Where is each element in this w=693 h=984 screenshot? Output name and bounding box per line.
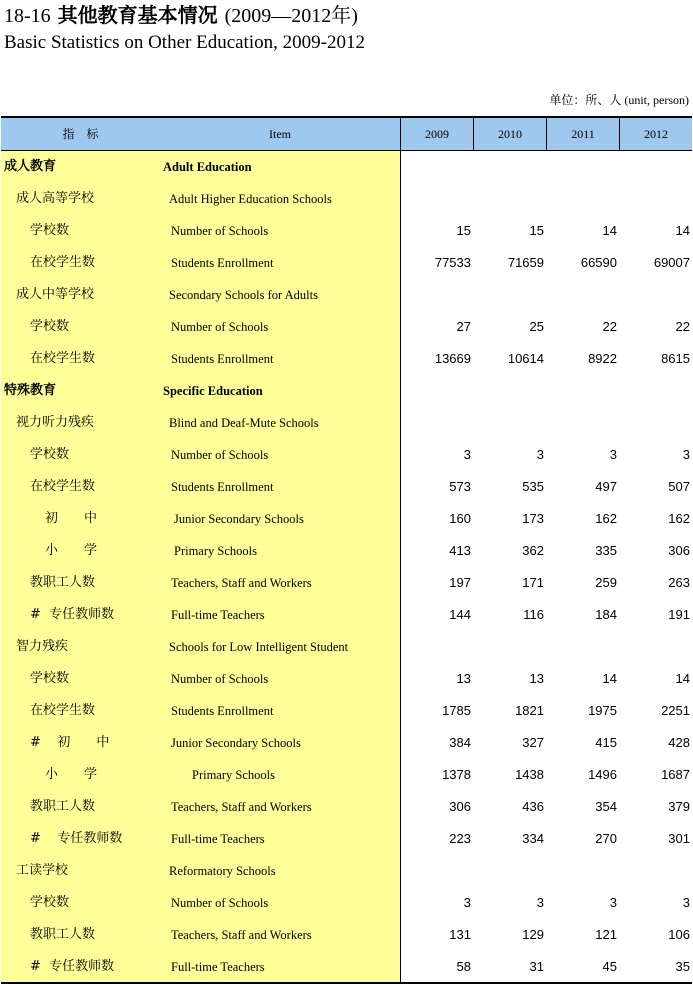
value-cell-2011: 3	[609, 447, 617, 462]
value-cell-2010: 535	[522, 479, 544, 494]
value-cell-2009: 197	[449, 575, 471, 590]
value-cell-2009: 13	[456, 671, 471, 686]
table-row	[1, 695, 692, 727]
row-label-en: Number of Schools	[171, 448, 269, 462]
value-cell-2012: 3	[682, 447, 690, 462]
row-label-cn: 在校学生数	[30, 255, 96, 270]
value-cell-2009: 1785	[442, 703, 471, 718]
row-label-en: Full-time Teachers	[171, 608, 265, 622]
value-cell-2011: 1496	[588, 767, 617, 782]
table-row	[1, 375, 692, 407]
value-cell-2009: 160	[449, 511, 471, 526]
value-cell-2011: 354	[595, 799, 617, 814]
value-cell-2010: 3	[536, 447, 544, 462]
header-indicator: 指 标	[62, 127, 99, 141]
table-row	[1, 855, 692, 887]
row-label-en: Number of Schools	[171, 896, 269, 910]
row-label-cn: 成人高等学校	[16, 191, 95, 206]
value-cell-2009: 306	[449, 799, 471, 814]
row-label-cn: 教职工人数	[30, 927, 96, 942]
value-cell-2012: 162	[668, 511, 690, 526]
value-cell-2011: 415	[595, 735, 617, 750]
row-label-cn: 在校学生数	[30, 703, 96, 718]
value-cell-2010: 15	[529, 223, 544, 238]
row-label-en: Students Enrollment	[171, 256, 274, 270]
statistics-table	[1, 116, 692, 983]
value-cell-2010: 25	[529, 319, 544, 334]
table-row	[1, 343, 692, 375]
table-row	[1, 727, 692, 759]
value-cell-2011: 14	[602, 223, 617, 238]
table-row	[1, 599, 692, 631]
row-label-cn: 视力听力残疾	[16, 415, 95, 430]
table-row	[1, 823, 692, 855]
value-cell-2010: 13	[529, 671, 544, 686]
value-cell-2009: 27	[456, 319, 471, 334]
value-cell-2009: 144	[449, 607, 471, 622]
table-row	[1, 503, 692, 535]
table-title-years: (2009—2012年)	[224, 5, 358, 27]
row-label-en: Primary Schools	[174, 544, 257, 558]
value-cell-2009: 384	[449, 735, 471, 750]
value-cell-2009: 131	[449, 927, 471, 942]
row-label-en: Teachers, Staff and Workers	[171, 576, 312, 590]
table-row	[1, 887, 692, 919]
value-cell-2011: 8922	[588, 351, 617, 366]
row-label-en: Full-time Teachers	[171, 960, 265, 974]
table-row	[1, 567, 692, 599]
unit-note-cn: 单位：所、人	[549, 93, 622, 107]
value-cell-2010: 1438	[515, 767, 544, 782]
table-title-cn	[4, 3, 358, 28]
row-label-en: Junior Secondary Schools	[174, 512, 304, 526]
value-cell-2010: 71659	[507, 255, 544, 270]
row-label-cn: # 专任教师数	[30, 607, 115, 622]
value-cell-2012: 3	[682, 895, 690, 910]
row-label-en: Number of Schools	[171, 224, 269, 238]
row-label-cn: 特殊教育	[4, 383, 57, 398]
value-cell-2012: 301	[668, 831, 690, 846]
value-cell-2010: 173	[522, 511, 544, 526]
table-row	[1, 759, 692, 791]
row-label-en: Schools for Low Intelligent Student	[169, 640, 349, 654]
row-label-en: Primary Schools	[192, 768, 275, 782]
row-label-cn: # 专任教师数	[30, 831, 123, 846]
row-label-en: Adult Education	[163, 160, 252, 174]
value-cell-2010: 171	[522, 575, 544, 590]
table-title-en: Basic Statistics on Other Education, 2009-2012	[4, 32, 365, 53]
row-label-en: Secondary Schools for Adults	[169, 288, 318, 302]
row-label-cn: 教职工人数	[30, 575, 96, 590]
value-cell-2010: 116	[523, 607, 544, 622]
row-label-cn: # 初 中	[30, 735, 110, 750]
value-cell-2010: 362	[522, 543, 544, 558]
value-cell-2009: 223	[449, 831, 471, 846]
row-label-cn: 小 学	[45, 543, 98, 558]
value-cell-2012: 306	[668, 543, 690, 558]
value-cell-2010: 436	[522, 799, 544, 814]
value-cell-2009: 58	[456, 959, 471, 974]
value-cell-2011: 1975	[588, 703, 617, 718]
row-label-cn: 学校数	[30, 671, 70, 686]
row-label-en: Adult Higher Education Schools	[169, 192, 332, 206]
row-label-en: Students Enrollment	[171, 352, 274, 366]
table-row	[1, 471, 692, 503]
value-cell-2011: 3	[609, 895, 617, 910]
row-label-en: Teachers, Staff and Workers	[171, 928, 312, 942]
value-cell-2011: 66590	[580, 255, 617, 270]
value-cell-2012: 191	[668, 607, 690, 622]
row-label-cn: 工读学校	[16, 863, 69, 878]
value-cell-2009: 13669	[434, 351, 471, 366]
row-label-cn: 初 中	[45, 511, 98, 526]
value-cell-2009: 573	[449, 479, 471, 494]
table-row	[1, 791, 692, 823]
value-cell-2011: 14	[602, 671, 617, 686]
value-cell-2011: 45	[602, 959, 617, 974]
table-row	[1, 663, 692, 695]
value-cell-2012: 2251	[661, 703, 690, 718]
value-cell-2009: 413	[449, 543, 471, 558]
table-row	[1, 311, 692, 343]
value-cell-2012: 69007	[653, 255, 690, 270]
row-label-cn: 小 学	[45, 767, 98, 782]
value-cell-2009: 77533	[434, 255, 471, 270]
value-cell-2009: 3	[463, 895, 471, 910]
row-label-en: Teachers, Staff and Workers	[171, 800, 312, 814]
header-item: Item	[160, 118, 401, 151]
row-label-en: Number of Schools	[171, 672, 269, 686]
table-row	[1, 407, 692, 439]
value-cell-2010: 31	[529, 959, 544, 974]
unit-note	[549, 92, 689, 108]
row-label-en: Reformatory Schools	[169, 864, 276, 878]
table-title-cn-text: 其他教育基本情况	[57, 3, 218, 27]
table-row	[1, 279, 692, 311]
row-label-en: Blind and Deaf-Mute Schools	[169, 416, 319, 430]
table-row	[1, 631, 692, 663]
value-cell-2012: 379	[668, 799, 690, 814]
value-cell-2012: 263	[668, 575, 690, 590]
value-cell-2010: 327	[522, 735, 544, 750]
value-cell-2012: 428	[668, 735, 690, 750]
unit-note-en: (unit, person)	[624, 93, 689, 107]
table-header	[1, 116, 692, 151]
value-cell-2012: 8615	[661, 351, 690, 366]
table-row	[1, 183, 692, 215]
table-row	[1, 247, 692, 279]
value-cell-2011: 497	[595, 479, 617, 494]
value-cell-2012: 14	[675, 671, 690, 686]
value-cell-2011: 184	[595, 607, 617, 622]
header-year-2009: 2009	[401, 118, 474, 151]
table-row	[1, 535, 692, 567]
row-label-cn: 在校学生数	[30, 351, 96, 366]
table-row	[1, 151, 692, 183]
value-cell-2011: 335	[595, 543, 617, 558]
value-cell-2009: 3	[463, 447, 471, 462]
table-row	[1, 919, 692, 951]
row-label-en: Full-time Teachers	[171, 832, 265, 846]
value-cell-2011: 121	[595, 927, 617, 942]
row-label-cn: 学校数	[30, 319, 70, 334]
row-label-cn: 学校数	[30, 895, 70, 910]
row-label-en: Students Enrollment	[171, 704, 274, 718]
value-cell-2010: 3	[536, 895, 544, 910]
row-label-cn: 学校数	[30, 447, 70, 462]
row-label-en: Number of Schools	[171, 320, 269, 334]
value-cell-2009: 1378	[442, 767, 471, 782]
value-cell-2010: 1821	[515, 703, 544, 718]
value-cell-2011: 162	[595, 511, 617, 526]
value-cell-2011: 259	[595, 575, 617, 590]
row-label-cn: 学校数	[30, 223, 70, 238]
row-label-cn: 成人教育	[4, 159, 57, 174]
table-row	[1, 215, 692, 247]
value-cell-2012: 507	[668, 479, 690, 494]
value-cell-2012: 14	[675, 223, 690, 238]
row-label-en: Students Enrollment	[171, 480, 274, 494]
header-year-2010: 2010	[474, 118, 547, 151]
row-label-cn: 教职工人数	[30, 799, 96, 814]
value-cell-2010: 334	[522, 831, 544, 846]
row-label-cn: 智力残疾	[16, 639, 69, 654]
value-cell-2012: 1687	[661, 767, 690, 782]
value-cell-2012: 35	[675, 959, 690, 974]
value-cell-2012: 22	[675, 319, 690, 334]
row-label-en: Specific Education	[163, 384, 263, 398]
value-cell-2011: 270	[595, 831, 617, 846]
row-label-en: Junior Secondary Schools	[171, 736, 301, 750]
row-label-cn: # 专任教师数	[30, 959, 115, 974]
value-cell-2010: 10614	[507, 351, 544, 366]
table-row	[1, 951, 692, 983]
value-cell-2011: 22	[602, 319, 617, 334]
row-label-cn: 在校学生数	[30, 479, 96, 494]
value-cell-2009: 15	[456, 223, 471, 238]
table-row	[1, 439, 692, 471]
table-number: 18-16	[4, 5, 51, 27]
header-year-2011: 2011	[547, 118, 620, 151]
row-label-cn: 成人中等学校	[16, 287, 95, 302]
header-year-2012: 2012	[644, 127, 668, 141]
value-cell-2010: 129	[522, 927, 544, 942]
value-cell-2012: 106	[668, 927, 690, 942]
table-body	[1, 151, 692, 983]
